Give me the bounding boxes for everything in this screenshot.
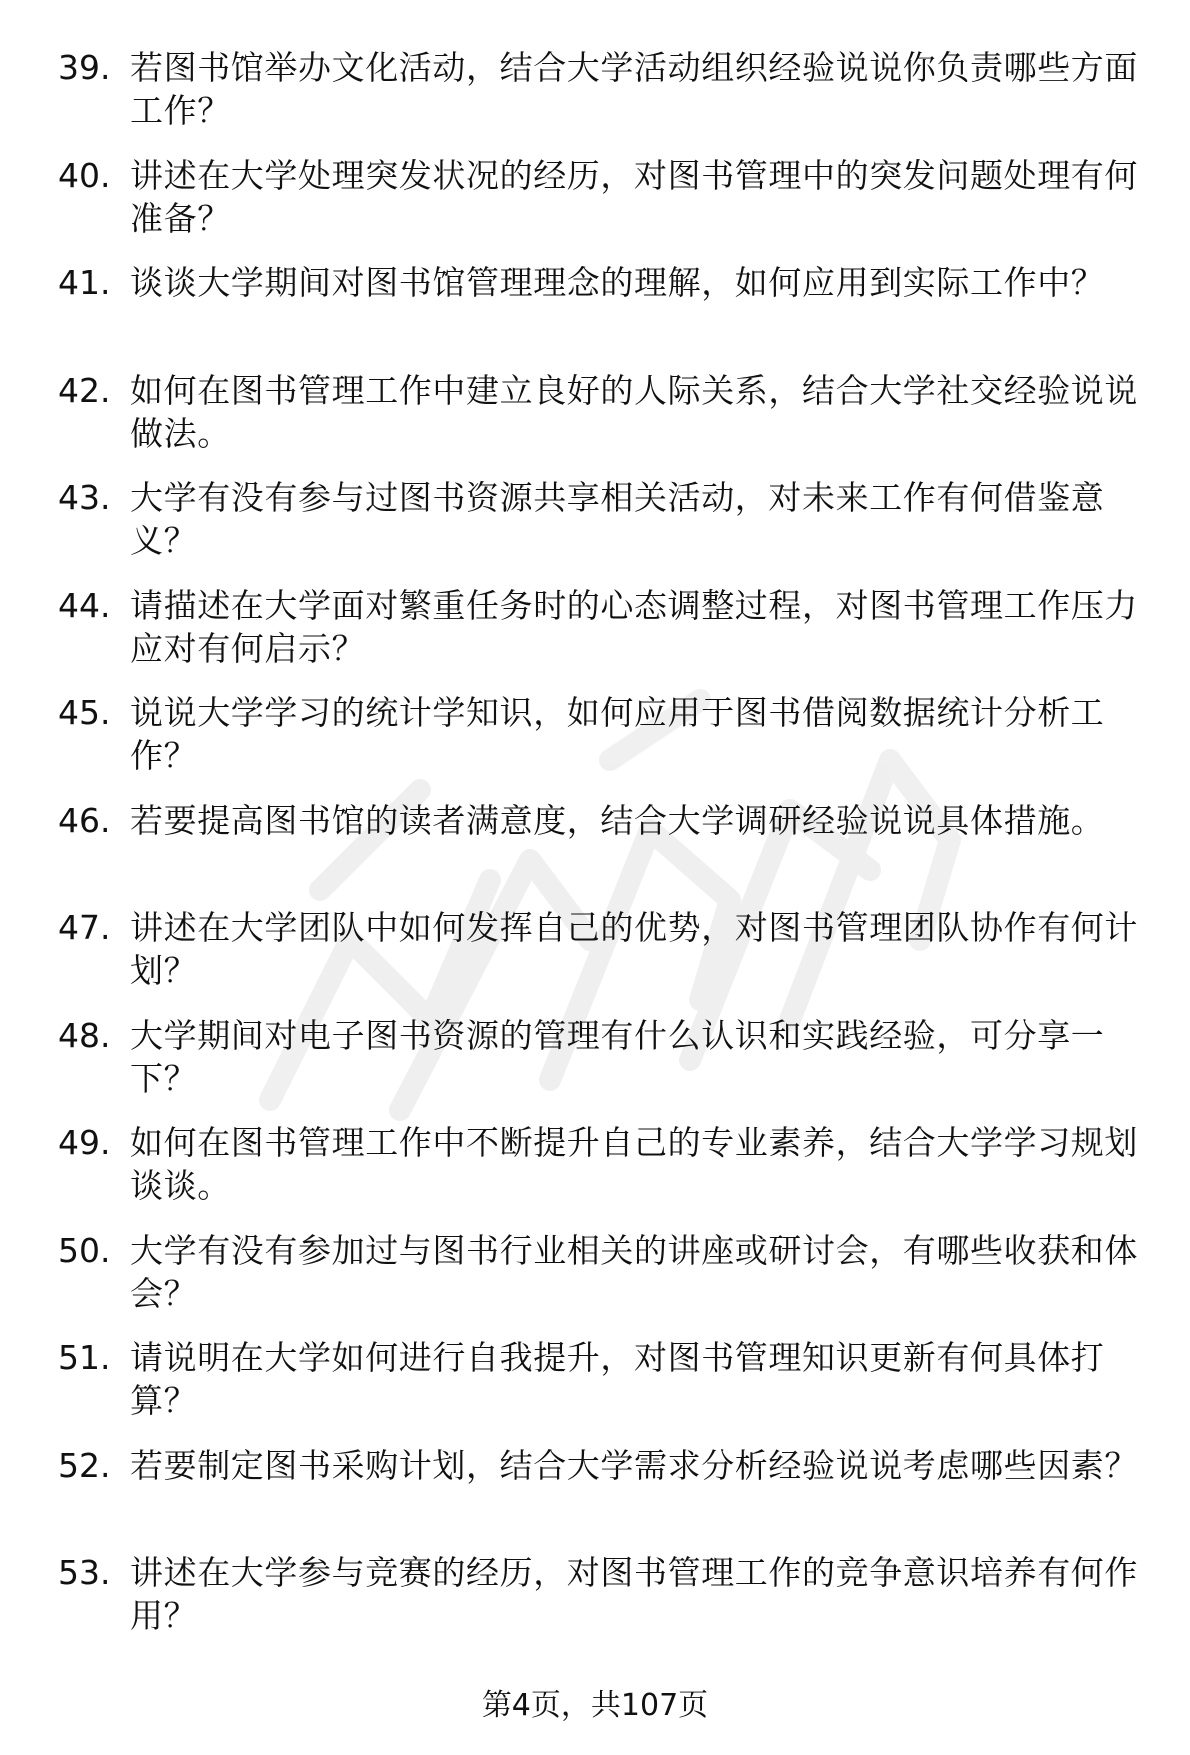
question-text: 谈谈大学期间对图书馆管理理念的理解，如何应用到实际工作中？ [130,263,1105,302]
list-item [58,1444,1148,1552]
question-text: 若图书馆举办文化活动，结合大学活动组织经验说说你负责哪些方面工作？ [130,48,1138,130]
question-number: 45. [58,693,111,732]
page-footer [0,1686,1190,1726]
question-number: 53. [58,1553,111,1592]
question-text: 请说明在大学如何进行自我提升，对图书管理知识更新有何具体打算？ [130,1338,1105,1420]
question-text: 请描述在大学面对繁重任务时的心态调整过程，对图书管理工作压力应对有何启示？ [130,585,1138,668]
question-text: 大学有没有参与过图书资源共享相关活动，对未来工作有何借鉴意义？ [130,478,1105,560]
question-number: 51. [58,1338,111,1377]
list-item [58,46,1148,154]
list-item [58,261,1148,369]
question-text: 如何在图书管理工作中建立良好的人际关系，结合大学社交经验说说做法。 [130,370,1138,453]
question-number: 39. [58,48,111,87]
question-number: 42. [58,370,111,410]
list-item [58,906,1148,1014]
question-number: 50. [58,1230,111,1270]
question-text: 大学期间对电子图书资源的管理有什么认识和实践经验，可分享一下？ [130,1015,1105,1098]
question-text: 若要提高图书馆的读者满意度，结合大学调研经验说说具体措施。 [130,800,1105,840]
question-text: 说说大学学习的统计学知识，如何应用于图书借阅数据统计分析工作？ [130,693,1105,775]
question-text: 讲述在大学团队中如何发挥自己的优势，对图书管理团队协作有何计划？ [130,908,1138,990]
list-item [58,1551,1148,1659]
page-number-label: 第4页，共107页 [481,1688,709,1723]
question-text: 讲述在大学参与竞赛的经历，对图书管理工作的竞争意识培养有何作用？ [130,1553,1138,1635]
question-list [58,46,1148,1659]
question-text: 大学有没有参加过与图书行业相关的讲座或研讨会，有哪些收获和体会？ [130,1230,1138,1313]
question-number: 49. [58,1123,111,1162]
list-item [58,691,1148,799]
list-item [58,1014,1148,1122]
list-item [58,799,1148,907]
list-item [58,369,1148,477]
question-number: 43. [58,478,111,517]
question-number: 52. [58,1445,111,1485]
question-number: 47. [58,908,111,947]
question-number: 46. [58,800,111,840]
list-item [58,584,1148,692]
list-item [58,1336,1148,1444]
question-number: 40. [58,155,111,195]
question-text: 如何在图书管理工作中不断提升自己的专业素养，结合大学学习规划谈谈。 [130,1123,1138,1205]
question-number: 41. [58,263,111,302]
list-item [58,154,1148,262]
list-item [58,1121,1148,1229]
question-number: 48. [58,1015,111,1055]
question-text: 讲述在大学处理突发状况的经历，对图书管理中的突发问题处理有何准备？ [130,155,1138,238]
question-number: 44. [58,585,111,625]
list-item [58,476,1148,584]
question-text: 若要制定图书采购计划，结合大学需求分析经验说说考虑哪些因素？ [130,1445,1138,1485]
list-item [58,1229,1148,1337]
